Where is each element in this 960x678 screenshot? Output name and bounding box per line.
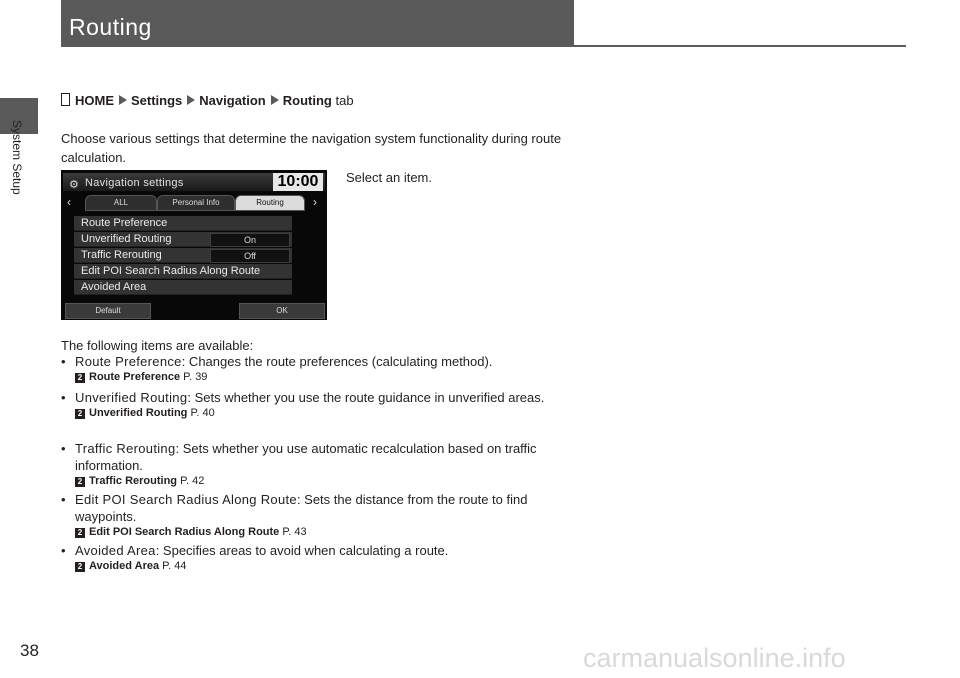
row-label: Unverified Routing: [81, 233, 172, 245]
item-term: Traffic Rerouting: [75, 441, 176, 456]
reference-arrow-icon: 2: [75, 528, 85, 538]
title-rule: [61, 45, 906, 47]
item-term: Avoided Area: [75, 543, 156, 558]
list-item-unverified-routing[interactable]: [74, 232, 292, 247]
arrow-right-icon: [271, 95, 279, 105]
page-title: Routing: [69, 14, 152, 40]
row-value: On: [210, 233, 290, 247]
row-value: Off: [210, 249, 290, 263]
list-item-route-preference[interactable]: [74, 216, 292, 231]
xref-title: Avoided Area: [89, 560, 160, 572]
bullet: •: [61, 354, 66, 369]
list-item: [61, 389, 581, 421]
crumb-navigation: Navigation: [199, 93, 266, 108]
cross-reference-link[interactable]: [75, 370, 581, 385]
row-label: Avoided Area: [81, 281, 147, 293]
select-item-text: Select an item.: [346, 170, 432, 185]
item-desc: : Sets whether you use automatic recalculation based on traffic information.: [75, 441, 537, 473]
gear-icon: ⚙: [69, 179, 79, 191]
arrow-right-icon: [119, 95, 127, 105]
watermark: carmanualsonline.info: [583, 643, 846, 673]
list-item: [61, 353, 581, 385]
section-side-label: System Setup: [10, 120, 24, 195]
tab-routing[interactable]: Routing: [235, 195, 305, 211]
bullet: •: [61, 543, 66, 558]
chevron-left-icon[interactable]: ‹: [67, 195, 71, 209]
arrow-right-icon: [187, 95, 195, 105]
reference-arrow-icon: 2: [75, 373, 85, 383]
cross-reference-link[interactable]: [75, 559, 581, 574]
tab-personal-info[interactable]: Personal Info: [157, 195, 235, 211]
bullet: •: [61, 441, 66, 456]
default-button[interactable]: Default: [65, 303, 151, 319]
xref-page: P. 39: [183, 371, 208, 383]
screen-title: Navigation settings: [85, 177, 184, 189]
list-item-avoided-area[interactable]: [74, 280, 292, 295]
item-desc: : Specifies areas to avoid when calculating a route.: [155, 543, 449, 558]
cross-reference-link[interactable]: [75, 474, 581, 489]
home-icon: [61, 93, 70, 106]
xref-page: P. 40: [190, 407, 215, 419]
screen-header: [63, 173, 325, 191]
list-item: [61, 542, 581, 574]
crumb-home: HOME: [75, 93, 114, 108]
available-heading: The following items are available:: [61, 338, 254, 353]
item-term: Edit POI Search Radius Along Route: [75, 492, 297, 507]
xref-page: P. 44: [162, 560, 187, 572]
list-item: [61, 491, 581, 540]
row-label: Route Preference: [81, 217, 168, 229]
item-desc: : Changes the route preferences (calculating method).: [181, 354, 493, 369]
reference-arrow-icon: 2: [75, 409, 85, 419]
list-item-edit-poi-radius[interactable]: [74, 264, 292, 279]
item-desc: : Sets the distance from the route to find waypoints.: [75, 492, 528, 524]
list-item: [61, 440, 581, 489]
reference-arrow-icon: 2: [75, 562, 85, 572]
screen-clock: 10:00: [273, 173, 323, 191]
crumb-settings: Settings: [131, 93, 183, 108]
cross-reference-link[interactable]: [75, 406, 581, 421]
xref-title: Route Preference: [89, 371, 181, 383]
list-item-traffic-rerouting[interactable]: [74, 248, 292, 263]
screen-tabs: [63, 195, 325, 211]
ok-button[interactable]: OK: [239, 303, 325, 319]
item-term: Unverified Routing: [75, 390, 188, 405]
reference-arrow-icon: 2: [75, 477, 85, 487]
xref-page: P. 43: [282, 526, 307, 538]
chevron-right-icon[interactable]: ›: [313, 195, 317, 209]
bullet: •: [61, 390, 66, 405]
cross-reference-link[interactable]: [75, 525, 581, 540]
xref-title: Traffic Rerouting: [89, 475, 178, 487]
page-number: 38: [20, 641, 39, 660]
intro-text: Choose various settings that determine the navigation system functionality during route calculation.: [61, 131, 562, 165]
crumb-routing: Routing: [282, 93, 332, 108]
xref-page: P. 42: [180, 475, 205, 487]
crumb-suffix: tab: [335, 93, 354, 108]
row-label: Edit POI Search Radius Along Route: [81, 265, 261, 277]
tab-all[interactable]: ALL: [85, 195, 157, 211]
breadcrumb: [61, 93, 354, 108]
row-label: Traffic Rerouting: [81, 249, 162, 261]
item-term: Route Preference: [75, 354, 182, 369]
item-desc: : Sets whether you use the route guidance in unverified areas.: [187, 390, 545, 405]
bullet: •: [61, 492, 66, 507]
navigation-settings-screen: [61, 170, 327, 320]
xref-title: Unverified Routing: [89, 407, 188, 419]
xref-title: Edit POI Search Radius Along Route: [89, 526, 280, 538]
